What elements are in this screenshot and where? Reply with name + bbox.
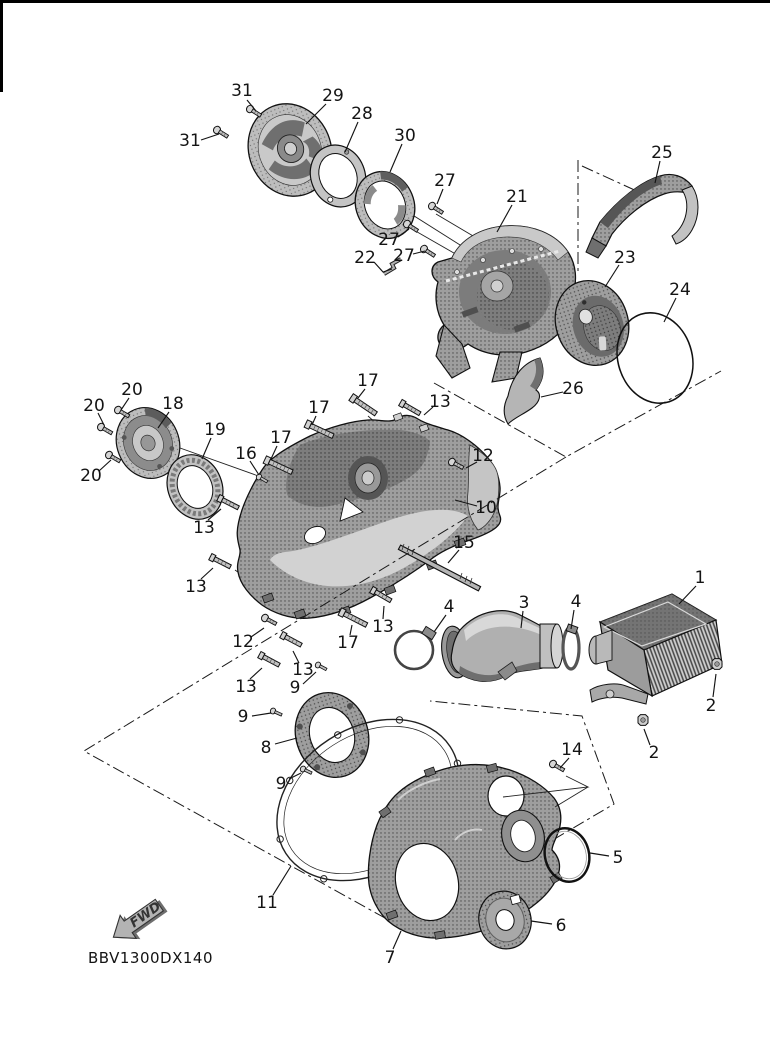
part-number: 12 [232, 632, 254, 652]
part-number: 22 [354, 248, 376, 268]
part-number: 7 [384, 948, 396, 968]
part-number: 17 [308, 398, 330, 418]
screw-9 [314, 661, 328, 672]
part-number: 17 [357, 371, 379, 391]
part-label-8 [261, 738, 297, 758]
part-8-seal-ring [284, 683, 379, 787]
part-label-11 [256, 866, 291, 913]
leader-line [345, 122, 358, 152]
part-number: 21 [506, 187, 528, 207]
part-label-13 [424, 392, 451, 415]
leader-line [605, 265, 619, 287]
leader-line [275, 738, 297, 744]
part-label-20 [121, 380, 143, 410]
bolt-17 [349, 394, 378, 417]
part-number: 9 [275, 774, 287, 794]
part-number: 23 [614, 248, 636, 268]
screw-20 [96, 422, 114, 437]
part-label-6 [531, 916, 566, 936]
fwd-label: FWD [127, 899, 164, 932]
part-number: 17 [337, 633, 359, 653]
leader-line [531, 921, 552, 924]
part-number: 1 [694, 568, 706, 588]
part-number: 2 [705, 696, 717, 716]
screw-31 [212, 125, 230, 140]
part-label-12 [232, 628, 264, 652]
part-number: 3 [518, 593, 530, 613]
part-number: 4 [443, 597, 455, 617]
part-label-17 [337, 625, 359, 653]
part-number: 15 [453, 533, 475, 553]
screw-27 [427, 201, 445, 216]
part-number: 31 [179, 131, 201, 151]
part-label-27 [434, 171, 456, 204]
part-number: 13 [193, 518, 215, 538]
part-number: 27 [378, 230, 400, 250]
bolt-17 [338, 608, 368, 629]
part-label-22 [354, 248, 392, 272]
part-label-31 [179, 131, 219, 151]
part-label-13 [235, 668, 262, 697]
part-number: 28 [351, 104, 373, 124]
screw-14 [548, 759, 566, 774]
part-number: 10 [475, 498, 497, 518]
part-number: 20 [83, 396, 105, 416]
part-3-intake-duct [439, 611, 563, 682]
part-label-9 [238, 707, 271, 727]
part-number: 13 [429, 392, 451, 412]
bolt-13 [217, 495, 240, 511]
leader-line [273, 866, 291, 895]
leader-line [390, 144, 402, 172]
part-label-13 [292, 651, 314, 680]
part-number: 31 [231, 81, 253, 101]
part-number: 24 [669, 280, 691, 300]
part-label-19 [202, 420, 226, 459]
screw-20 [113, 405, 131, 420]
part-number: 29 [322, 86, 344, 106]
part-number: 5 [612, 848, 624, 868]
part-number: 18 [162, 394, 184, 414]
part-label-2 [706, 674, 717, 716]
group-inner-cover [96, 394, 500, 669]
part-number: 6 [555, 916, 567, 936]
part-label-28 [345, 104, 373, 152]
part-25-air-duct [586, 174, 698, 258]
part-label-4 [571, 592, 582, 629]
bolt-13 [280, 632, 303, 649]
leader-line [590, 853, 609, 856]
leader-line [393, 931, 401, 949]
part-label-1 [679, 568, 705, 604]
part-label-17 [357, 371, 379, 398]
part-number: 11 [256, 893, 278, 913]
leader-line [434, 615, 446, 632]
leader-line [437, 189, 443, 204]
part-number: 2 [648, 743, 660, 763]
part-label-16 [235, 444, 259, 475]
part-number: 20 [80, 466, 102, 486]
part-number: 13 [292, 660, 314, 680]
part-number: 27 [393, 246, 415, 266]
part-label-17 [308, 398, 330, 425]
part-label-31 [231, 81, 256, 111]
part-label-20 [83, 396, 105, 425]
part-label-13 [185, 568, 213, 597]
part-4-hose-clamp [563, 624, 579, 669]
screw-31 [245, 104, 263, 119]
part-number: 26 [562, 379, 584, 399]
part-number: 16 [235, 444, 257, 464]
part-1-air-cleaner-case [589, 594, 722, 704]
bolt-13 [399, 399, 422, 416]
part-number: 13 [185, 577, 207, 597]
part-number: 12 [472, 446, 494, 466]
part-number: 14 [561, 740, 583, 760]
part-label-23 [605, 248, 636, 287]
part-number: 25 [651, 143, 673, 163]
nut-2 [712, 659, 722, 670]
part-number: 13 [235, 677, 257, 697]
leader-line [289, 773, 301, 779]
page-border [0, 0, 770, 92]
leader-line [541, 392, 563, 397]
nut-2 [638, 715, 648, 726]
part-number: 8 [260, 738, 272, 758]
part-number: 4 [570, 592, 582, 612]
part-number: 9 [237, 707, 249, 727]
part-number: 13 [372, 617, 394, 637]
leader-line [374, 262, 392, 272]
part-number: 17 [270, 428, 292, 448]
part-label-13 [372, 606, 394, 637]
part-7-outer-cover [368, 763, 562, 939]
part-label-5 [590, 848, 623, 868]
screw-12 [260, 613, 278, 627]
part-label-24 [664, 280, 691, 322]
part-4-hose-clamp [395, 626, 436, 669]
leader-line [201, 134, 219, 140]
leader-line [252, 713, 271, 716]
part-label-30 [390, 126, 416, 172]
part-label-7 [385, 931, 401, 968]
part-number: 19 [204, 420, 226, 440]
part-number: 9 [289, 678, 301, 698]
part-label-14 [560, 740, 583, 768]
part-number: 20 [121, 380, 143, 400]
part-label-2 [644, 729, 659, 763]
bolt-13 [258, 652, 281, 669]
part-label-29 [306, 86, 344, 124]
fwd-arrow [105, 892, 171, 951]
leader-line [679, 586, 696, 604]
leader-line [202, 438, 211, 459]
leader-line [713, 674, 716, 697]
screw-9 [269, 707, 282, 717]
part-number: 30 [394, 126, 416, 146]
bolt-13 [209, 554, 232, 570]
diagram-code: BBV1300DX140 [88, 949, 214, 967]
part-label-26 [541, 379, 584, 399]
part-number: 27 [434, 171, 456, 191]
part-label-20 [80, 460, 111, 486]
